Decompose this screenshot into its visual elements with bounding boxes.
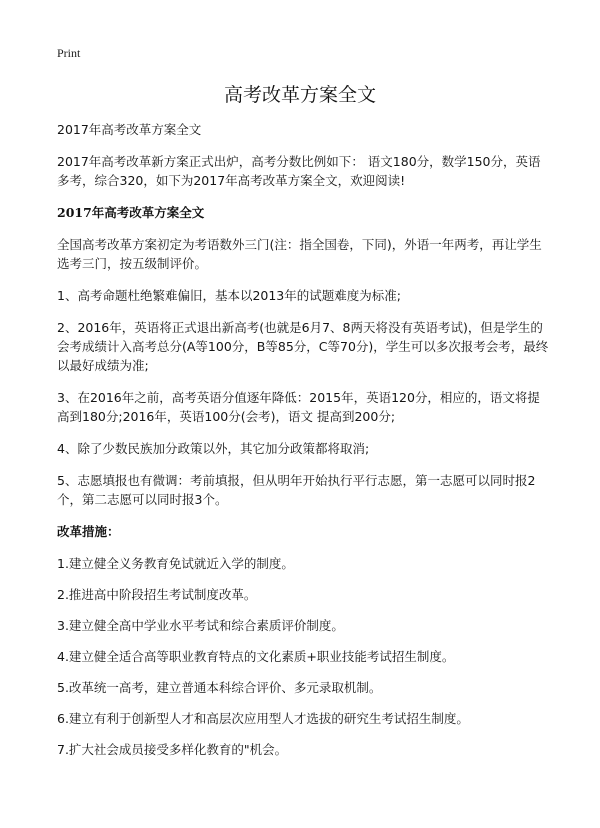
measure-item: 7.扩大社会成员接受多样化教育的"机会。 — [57, 742, 288, 757]
measure-item: 5.改革统一高考，建立普通本科综合评价、多元录取机制。 — [57, 680, 382, 695]
point-item: 2、2016年，英语将正式退出新高考(也就是6月7、8两天将没有英语考试)，但是学生的会考成绩计入高考总分(A等100分，B等85分，C等70分)，学生可以多次报考会考，最终以最好成绩为准; — [57, 320, 549, 373]
intro-text: 2017年高考改革新方案正式出炉，高考分数比例如下： 语文180分，数学150分，英语多考，综合320，如下为2017年高考改革方案全文，欢迎阅读! — [57, 154, 541, 188]
document-title: 高考改革方案全文 — [223, 84, 376, 106]
measure-item: 4.建立健全适合高等职业教育特点的文化素质+职业技能考试招生制度。 — [57, 649, 455, 664]
point-item: 1、高考命题杜绝繁难偏旧，基本以2013年的试题难度为标准; — [57, 288, 401, 303]
measure-item: 1.建立健全义务教育免试就近入学的制度。 — [57, 556, 294, 571]
point-item: 4、除了少数民族加分政策以外，其它加分政策都将取消; — [57, 441, 370, 456]
document-body — [57, 120, 549, 771]
section-heading: 2017年高考改革方案全文 — [57, 205, 205, 220]
print-label: Print — [57, 46, 81, 60]
point-item: 3、在2016年之前，高考英语分值逐年降低：2015年，英语120分，相应的，语文将提高到180分;2016年，英语100分(会考)，语文 提高到200分; — [57, 390, 540, 424]
measure-item: 2.推进高中阶段招生考试制度改革。 — [57, 587, 257, 602]
measure-item: 6.建立有利于创新型人才和高层次应用型人才选拔的研究生考试招生制度。 — [57, 711, 469, 726]
intro-title: 2017年高考改革方案全文 — [57, 122, 202, 137]
measure-item: 3.建立健全高中学业水平考试和综合素质评价制度。 — [57, 618, 344, 633]
overview-paragraph: 全国高考改革方案初定为考语数外三门(注：指全国卷，下同)，外语一年两考，再让学生选考三门，按五级制评价。 — [57, 237, 542, 271]
measures-heading: 改革措施： — [57, 524, 120, 539]
point-item: 5、志愿填报也有微调：考前填报，但从明年开始执行平行志愿，第一志愿可以同时报2个，第二志愿可以同时报3个。 — [57, 473, 536, 507]
